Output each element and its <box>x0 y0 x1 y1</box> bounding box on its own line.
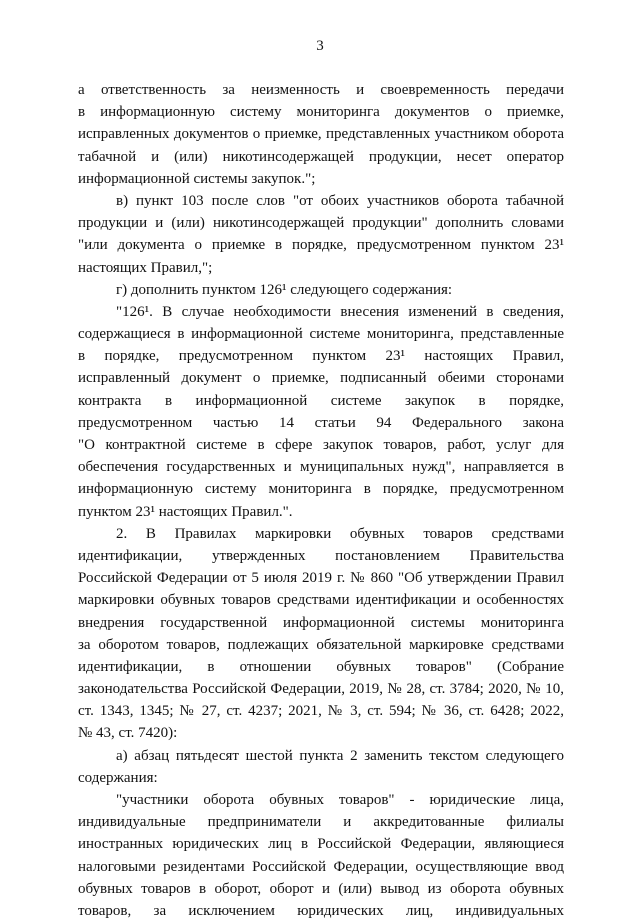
page-number: 3 <box>316 38 324 54</box>
text-line: внедрения государственной информационной системы мониторинга <box>78 614 564 631</box>
text-line: содержания: <box>78 769 158 786</box>
text-line: в информационную систему мониторинга документов о приемке, <box>78 104 564 121</box>
text-line: ст. 1343, 1345; № 27, ст. 4237; 2021, № 3, ст. 594; № 36, ст. 6428; 2022, <box>78 703 564 720</box>
text-line: информационную систему мониторинга в порядке, предусмотренном <box>78 481 564 498</box>
text-line: содержащиеся в информационной системе мониторинга, представленные <box>78 326 564 343</box>
text-line: товаров, за исключением юридических лиц, индивидуальных <box>78 902 564 919</box>
text-line: 2. В Правилах маркировки обувных товаров средствами <box>116 525 564 542</box>
text-line: г) дополнить пунктом 126¹ следующего содержания: <box>116 281 453 298</box>
text-line: идентификации, в отношении обувных товаров" (Собрание <box>78 658 564 675</box>
text-line: в порядке, предусмотренном пунктом 23¹ настоящих Правил, <box>78 348 564 365</box>
text-line: контракта в информационной системе закупок в порядке, <box>78 392 564 409</box>
text-line: предусмотренном частью 14 статьи 94 Федерального закона <box>78 414 564 431</box>
text-line: а) абзац пятьдесят шестой пункта 2 заменить текстом следующего <box>116 747 564 764</box>
text-line: настоящих Правил,"; <box>78 259 213 276</box>
text-line: "О контрактной системе в сфере закупок товаров, работ, услуг для <box>78 437 564 453</box>
document-body <box>78 79 564 922</box>
text-line: маркировки обувных товаров средствами идентификации и особенностях <box>78 592 564 609</box>
text-line: за оборотом товаров, подлежащих обязательной маркировке средствами <box>78 636 564 653</box>
text-line: законодательства Российской Федерации, 2019, № 28, ст. 3784; 2020, № 10, <box>78 681 564 698</box>
text-line: информационной системы закупок."; <box>78 170 316 187</box>
text-line: индивидуальные предприниматели и аккредитованные филиалы <box>78 814 564 831</box>
text-line: "участники оборота обувных товаров" - юридические лица, <box>116 792 564 808</box>
text-line: иностранных юридических лиц в Российской Федерации, являющиеся <box>78 836 564 853</box>
text-line: № 43, ст. 7420): <box>78 725 178 742</box>
text-line: исправленных документов о приемке, представленных участником оборота <box>78 126 564 143</box>
text-line: идентификации, утвержденных постановлением Правительства <box>78 547 564 564</box>
text-line: а ответственность за неизменность и своевременность передачи <box>78 82 564 98</box>
text-line: "или документа о приемке в порядке, предусмотренном пунктом 23¹ <box>78 237 564 254</box>
text-line: Российской Федерации от 5 июля 2019 г. № 860 "Об утверждении Правил <box>78 570 564 587</box>
text-line: продукции и (или) никотинсодержащей продукции" дополнить словами <box>78 215 564 232</box>
text-line: табачной и (или) никотинсодержащей продукции, несет оператор <box>78 148 564 165</box>
text-line: исправленный документ о приемке, подписанный обеими сторонами <box>78 370 564 387</box>
text-line: обувных товаров в оборот, оборот и (или) вывод из оборота обувных <box>78 880 564 897</box>
text-line: в) пункт 103 после слов "от обоих участников оборота табачной <box>116 192 564 209</box>
text-line: обеспечения государственных и муниципальных нужд", направляется в <box>78 459 564 476</box>
text-line: налоговыми резидентами Российской Федерации, осуществляющие ввод <box>78 858 564 875</box>
text-line: пунктом 23¹ настоящих Правил.". <box>78 503 293 520</box>
text-line: "126¹. В случае необходимости внесения изменений в сведения, <box>116 303 564 320</box>
